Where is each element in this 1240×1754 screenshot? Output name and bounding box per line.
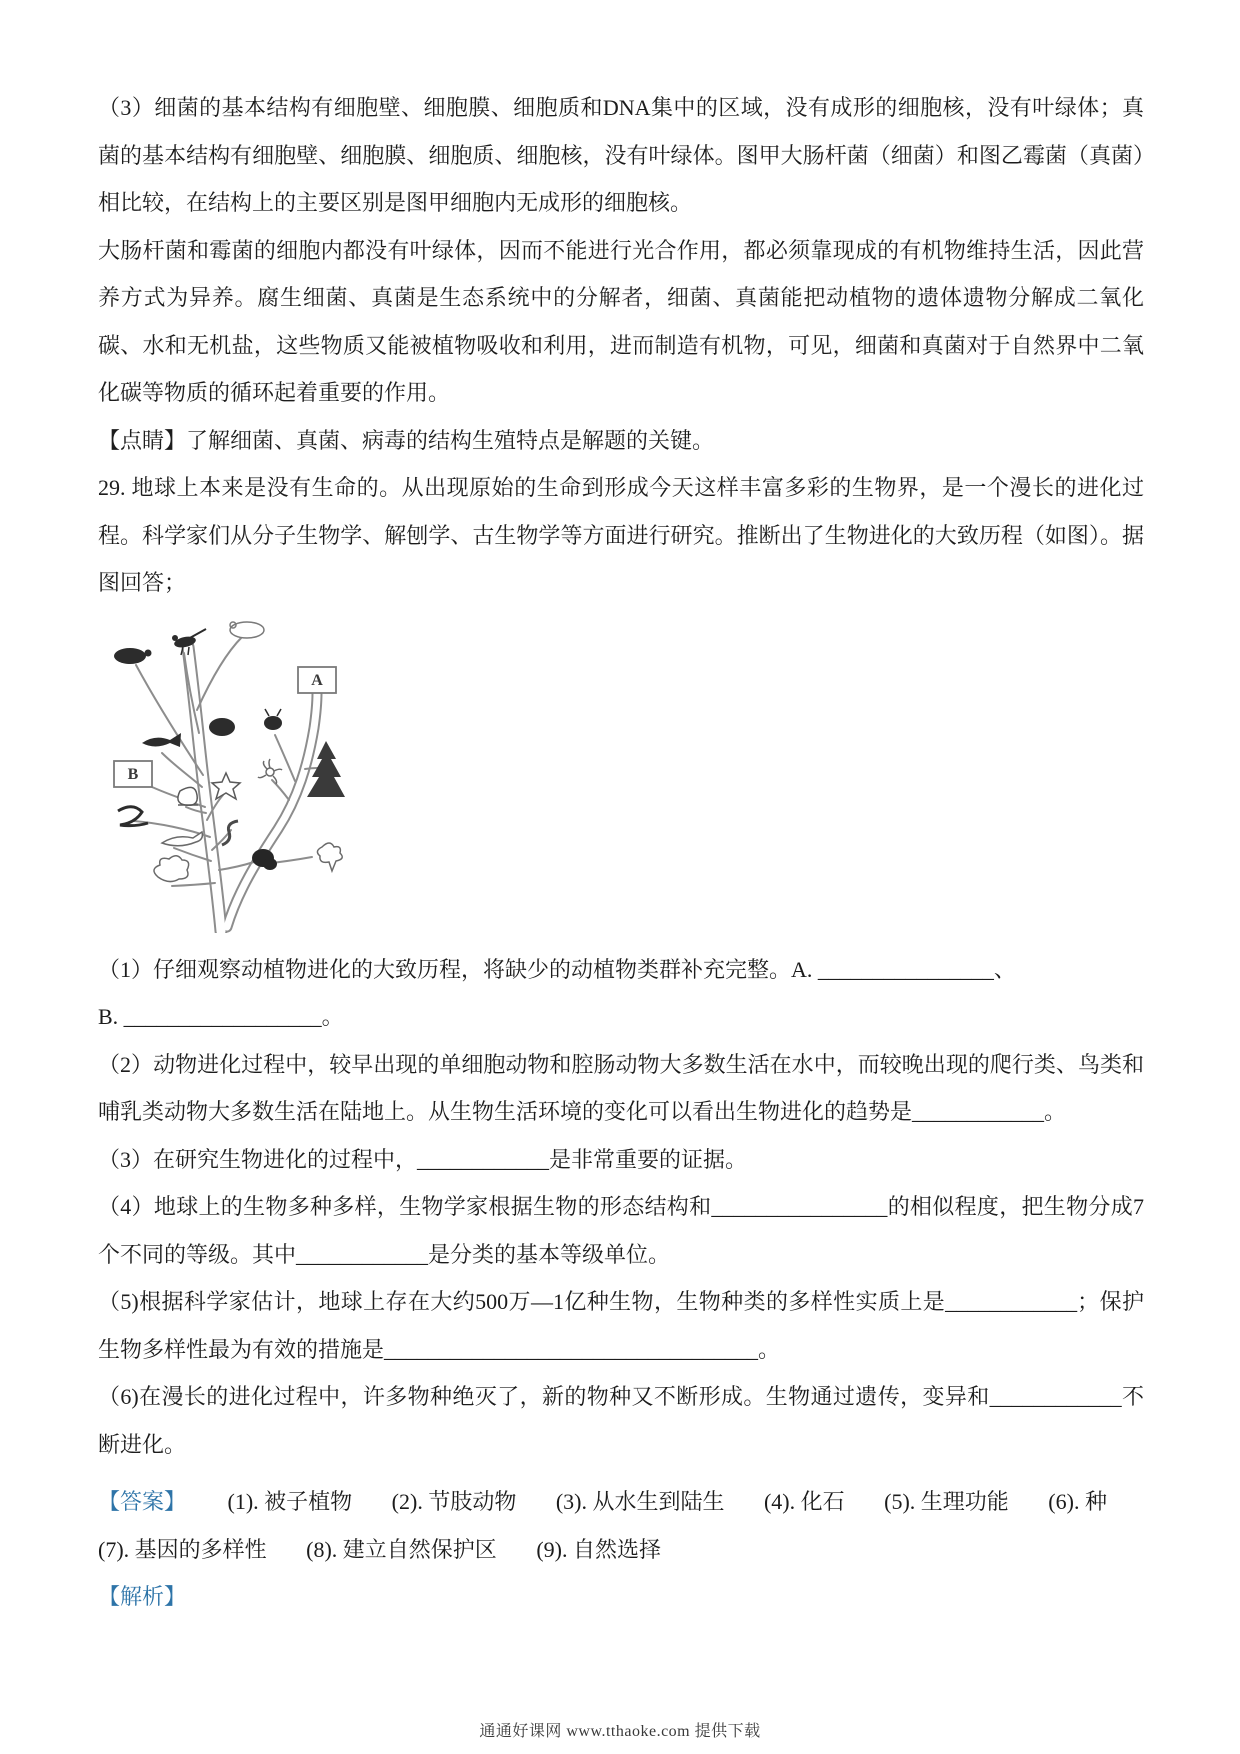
answer-item-7: (7). 基因的多样性 [98, 1536, 267, 1562]
label-box-a [298, 667, 336, 693]
answer-item-5: (5). 生理功能 [884, 1489, 1009, 1514]
sub-question-1: （1）仔细观察动植物进化的大致历程，将缺少的动植物类群补充完整。A. ________________、 [98, 956, 1016, 982]
analysis-label: 【解析】 [98, 1584, 187, 1609]
mammal-sketch [230, 622, 264, 638]
answer-block [98, 1478, 1144, 1573]
lizard-sketch [162, 832, 202, 846]
answer-item-9: (9). 自然选择 [536, 1536, 661, 1562]
page-footer: 通通好课网 www.tthaoke.com 提供下载 [479, 1723, 761, 1740]
evolution-tree-figure [98, 615, 1144, 946]
evolution-tree-svg [100, 615, 352, 933]
analysis-block [98, 1573, 1144, 1621]
answer-item-4: (4). 化石 [763, 1489, 845, 1514]
question-29-stem: 29. 地球上本来是没有生命的。从出现原始的生命到形成今天这样丰富多彩的生物界，是一个漫长的进化过程。科学家们从分子生物学、解刨学、古生物学等方面进行研究。推断出了生物进化的大致历程（如图）。据图回答； [98, 475, 1144, 595]
label-box-b [114, 761, 152, 787]
answer-item-2: (2). 节肢动物 [391, 1489, 517, 1514]
sub-question-4: （4）地球上的生物多种多样，生物学家根据生物的形态结构和________________的相似程度，把生物分成7个不同的等级。其中____________是分类的基本等级单位。 [98, 1194, 1144, 1267]
worm-sketch [118, 806, 148, 825]
sub-question-2: （2）动物进化过程中，较早出现的单细胞动物和腔肠动物大多数生活在水中，而较晚出现的爬行类、鸟类和哺乳类动物大多数生活在陆地上。从生物生活环境的变化可以看出生物进化的趋势是____________。 [98, 1051, 1144, 1124]
answer-item-1: (1). 被子植物 [227, 1489, 353, 1514]
sub-question-1-blank-b: B. __________________。 [98, 1004, 344, 1029]
eel-sketch [222, 821, 238, 845]
snail-sketch [178, 787, 198, 805]
sub-question-6: （6)在漫长的进化过程中，许多物种绝灭了，新的物种又不断形成。生物通过遗传，变异和____________不断进化。 [98, 1384, 1144, 1457]
sub-question-3: （3）在研究生物进化的过程中，____________是非常重要的证据。 [98, 1146, 748, 1172]
turtle-sketch [114, 648, 152, 664]
label-a-text: A [311, 671, 323, 689]
answer-item-3: (3). 从水生到陆生 [555, 1489, 725, 1514]
starfish-sketch [212, 773, 240, 799]
answer-label: 【答案】 [98, 1489, 187, 1514]
explanation-nutrition: 大肠杆菌和霉菌的细胞内都没有叶绿体，因而不能进行光合作用，都必须靠现成的有机物维持生活，因此营养方式为异养。腐生细菌、真菌是生态系统中的分解者，细菌、真菌能把动植物的遗体遗物分解成二氧化碳、水和无机盐，这些物质又能被植物吸收和利用，进而制造有机物，可见，细菌和真菌对于自然界中二氧化碳等物质的循环起着重要的作用。 [98, 237, 1144, 405]
sponge-sketch [154, 855, 189, 881]
shrub-sketch [317, 843, 342, 871]
furry-animal-sketch [209, 718, 235, 736]
sub-question-5: （5)根据科学家估计，地球上存在大约500万—1亿种生物，生物种类的多样性实质上是____________；保护生物多样性最为有效的措施是__________________________________。 [98, 1289, 1144, 1362]
answer-item-8: (8). 建立自然保护区 [306, 1536, 497, 1562]
label-b-text: B [127, 765, 139, 783]
fish-sketch [142, 733, 181, 747]
tip-note: 【点睛】了解细菌、真菌、病毒的结构生殖特点是解题的关键。 [98, 427, 715, 453]
explanation-point-3: （3）细菌的基本结构有细胞壁、细胞膜、细胞质和DNA集中的区域，没有成形的细胞核，没有叶绿体；真菌的基本结构有细胞壁、细胞膜、细胞质、细胞核，没有叶绿体。图甲大肠杆菌（细菌）和图乙霉菌（真菌）相比较，在结构上的主要区别是图甲细胞内无成形的细胞核。 [98, 95, 1144, 215]
flower-sketch [258, 759, 282, 784]
bird-sketch [172, 629, 206, 655]
moth-sketch [264, 709, 282, 730]
answer-item-6: (6). 种 [1048, 1489, 1107, 1514]
document-body [98, 84, 1144, 1621]
